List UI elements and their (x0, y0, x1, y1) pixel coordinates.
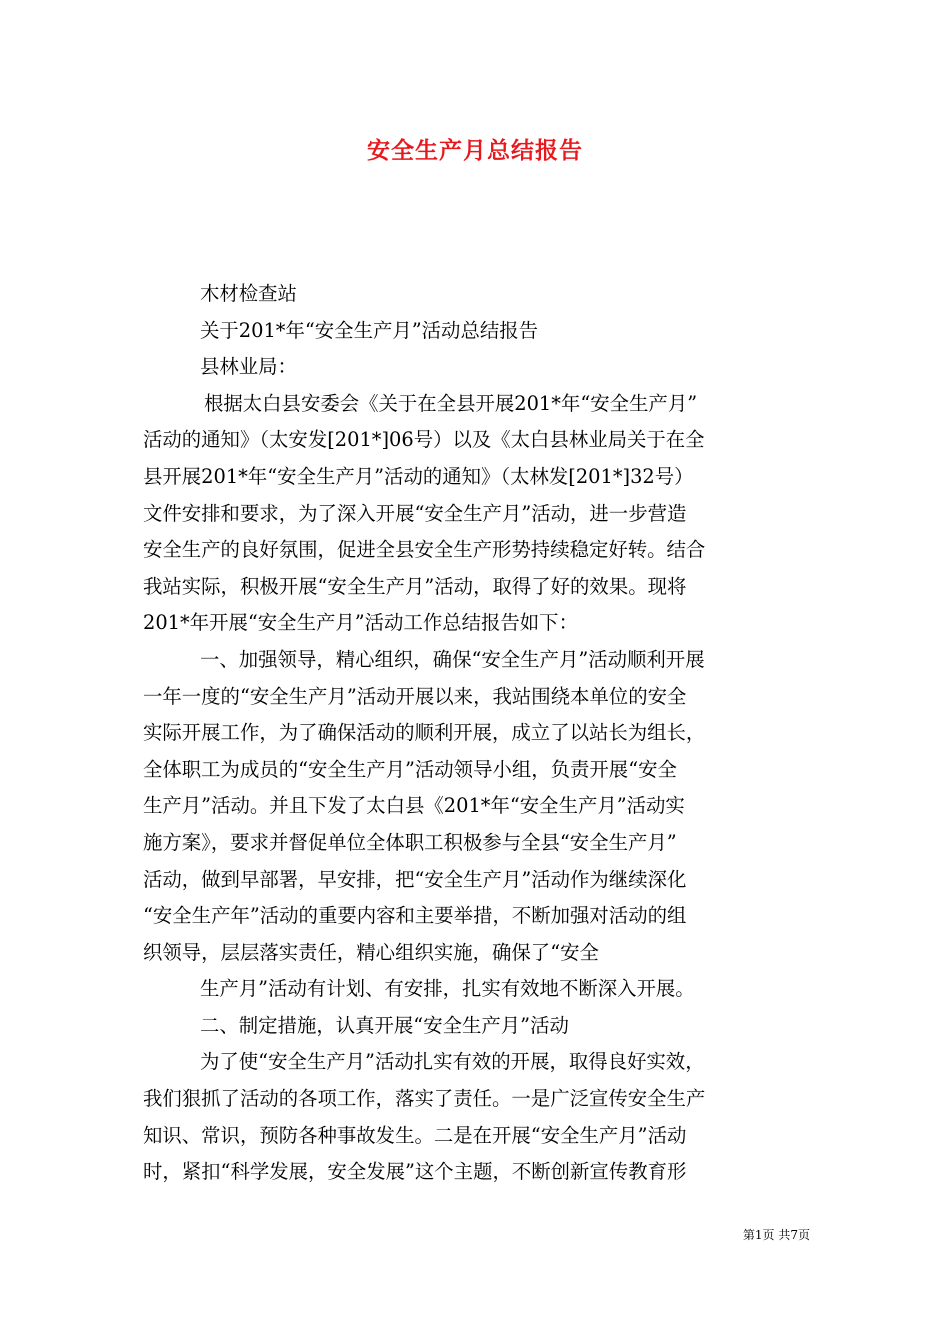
document-body (143, 276, 808, 1191)
text-line: 二、制定措施，认真开展“安全生产月”活动 (200, 1013, 569, 1037)
text-line: 县开展201*年“安全生产月”活动的通知》（太林发[201*]32号） (143, 464, 694, 488)
text-line: 201*年开展“安全生产月”活动工作总结报告如下： (143, 611, 578, 635)
document-title: 安全生产月总结报告 (367, 137, 583, 164)
text-line: 知识、常识，预防各种事故发生。二是在开展“安全生产月”活动 (143, 1123, 687, 1147)
text-line: 文件安排和要求，为了深入开展“安全生产月”活动，进一步营造 (143, 501, 687, 525)
text-line: 施方案》，要求并督促单位全体职工积极参与全县“安全生产月” (143, 830, 677, 854)
text-line: 一、加强领导，精心组织，确保“安全生产月”活动顺利开展 (200, 647, 705, 671)
text-line: 生产月”活动有计划、有安排，扎实有效地不断深入开展。 (200, 977, 695, 1001)
text-line: 木材检查站 (200, 282, 297, 305)
text-line: 时，紧扣“科学发展，安全发展”这个主题，不断创新宣传教育形 (143, 1160, 687, 1184)
text-line: 实际开展工作，为了确保活动的顺利开展，成立了以站长为组长， (143, 721, 706, 745)
text-line: 我站实际，积极开展“安全生产月”活动，取得了好的效果。现将 (143, 574, 687, 598)
text-line: 为了使“安全生产月”活动扎实有效的开展，取得良好实效， (200, 1050, 705, 1074)
text-line: 生产月”活动。并且下发了太白县《201*年“安全生产月”活动实 (143, 794, 685, 818)
text-line: 活动，做到早部署，早安排，把“安全生产月”活动作为继续深化 (143, 867, 687, 891)
page-number: 第1页 共7页 (742, 1228, 810, 1242)
text-line: 根据太白县安委会《关于在全县开展201*年“安全生产月” (204, 391, 698, 415)
text-line: 全体职工为成员的“安全生产月”活动领导小组，负责开展“安全 (143, 757, 677, 781)
text-line: 活动的通知》（太安发[201*]06号）以及《太白县林业局关于在全 (143, 428, 705, 452)
text-line: 我们狠抓了活动的各项工作，落实了责任。一是广泛宣传安全生产 (143, 1087, 706, 1111)
text-line: “安全生产年”活动的重要内容和主要举措，不断加强对活动的组 (143, 904, 687, 928)
text-line: 一年一度的“安全生产月”活动开展以来，我站围绕本单位的安全 (143, 684, 687, 708)
text-line: 县林业局： (200, 355, 297, 379)
text-line: 关于201*年“安全生产月”活动总结报告 (200, 318, 539, 342)
text-line: 织领导，层层落实责任，精心组织实施，确保了“安全 (143, 940, 599, 964)
text-line: 安全生产的良好氛围，促进全县安全生产形势持续稳定好转。结合 (143, 538, 706, 562)
